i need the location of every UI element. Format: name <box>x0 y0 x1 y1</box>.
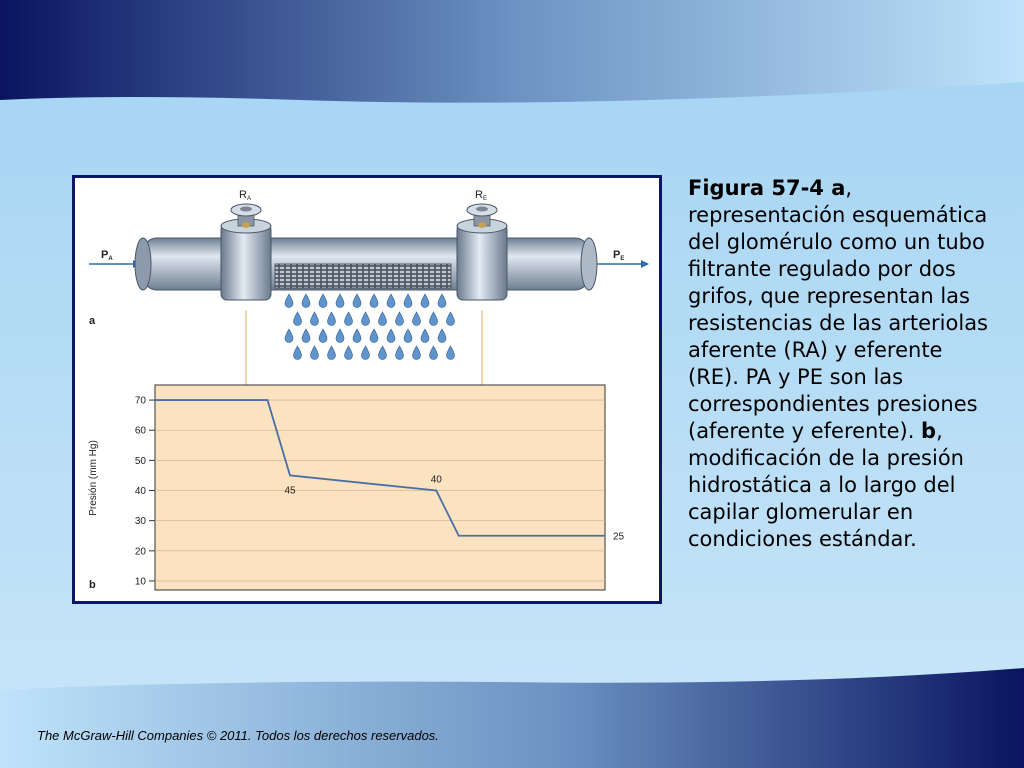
drop-icon <box>285 329 293 343</box>
y-tick-label: 10 <box>134 576 146 588</box>
drop-icon <box>328 346 336 360</box>
drop-icon <box>353 329 361 343</box>
drop-icon <box>345 346 353 360</box>
panel-a-label: a <box>89 315 96 327</box>
panel-b-label: b <box>89 579 96 591</box>
figure-frame <box>72 175 662 604</box>
caption-b-label: b <box>921 419 937 443</box>
drop-icon <box>319 294 327 308</box>
drop-icon <box>438 294 446 308</box>
drop-icon <box>430 312 438 326</box>
chart-plot-area <box>155 385 605 590</box>
drop-icon <box>413 346 421 360</box>
pe-label: PE <box>613 249 625 262</box>
filtrate-drops <box>285 294 455 360</box>
pa-arrow <box>89 260 141 268</box>
filter-mesh <box>275 264 451 288</box>
y-tick-label: 60 <box>134 425 146 437</box>
drop-icon <box>302 329 310 343</box>
drop-icon <box>447 312 455 326</box>
pa-label: PA <box>101 249 113 262</box>
data-label: 40 <box>430 474 442 486</box>
pressure-chart <box>135 385 625 590</box>
ra-label: RA <box>239 189 251 202</box>
caption-fig-label: Figura 57-4 a <box>688 176 846 200</box>
drop-icon <box>362 312 370 326</box>
drop-icon <box>328 312 336 326</box>
drop-icon <box>396 312 404 326</box>
drop-icon <box>311 346 319 360</box>
drop-icon <box>336 329 344 343</box>
data-label: 45 <box>284 485 296 497</box>
drop-icon <box>387 329 395 343</box>
drop-icon <box>447 346 455 360</box>
drop-icon <box>370 329 378 343</box>
valve-ra <box>221 204 271 300</box>
drop-icon <box>353 294 361 308</box>
top-band <box>0 0 1024 103</box>
caption-text-2: , modificación de la presión hidrostática a lo largo del capilar glomerular en condiciones estándar. <box>688 419 964 551</box>
y-tick-label: 20 <box>134 546 146 558</box>
drop-icon <box>285 294 293 308</box>
drop-icon <box>345 312 353 326</box>
drop-icon <box>379 346 387 360</box>
data-label: 25 <box>613 531 625 543</box>
drop-icon <box>430 346 438 360</box>
glomerulus-figure <box>75 178 659 601</box>
drop-icon <box>379 312 387 326</box>
caption-text-1: , representación esquemática del glomérulo como un tubo filtrante regulado por dos grifos, que representan las resistencias de las arteriolas aferente (RA) y eferente (RE). PA y PE son las correspondientes presiones (aferente y eferente). <box>688 176 988 443</box>
drop-icon <box>387 294 395 308</box>
copyright-footer: The McGraw-Hill Companies © 2011. Todos los derechos reservados. <box>37 728 439 743</box>
drop-icon <box>404 294 412 308</box>
drop-icon <box>370 294 378 308</box>
drop-icon <box>421 329 429 343</box>
drop-icon <box>294 312 302 326</box>
drop-icon <box>294 346 302 360</box>
drop-icon <box>336 294 344 308</box>
re-label: RE <box>475 189 487 202</box>
figure-caption <box>688 175 998 553</box>
drop-icon <box>404 329 412 343</box>
drop-icon <box>421 294 429 308</box>
y-tick-label: 70 <box>134 395 146 407</box>
drop-icon <box>413 312 421 326</box>
drop-icon <box>438 329 446 343</box>
valve-re <box>457 204 507 300</box>
y-tick-label: 40 <box>134 486 146 498</box>
drop-icon <box>319 329 327 343</box>
drop-icon <box>311 312 319 326</box>
drop-icon <box>396 346 404 360</box>
y-tick-label: 50 <box>134 455 146 467</box>
drop-icon <box>362 346 370 360</box>
y-axis-label: Presión (mm Hg) <box>88 440 99 516</box>
drop-icon <box>302 294 310 308</box>
y-tick-label: 30 <box>134 516 146 528</box>
